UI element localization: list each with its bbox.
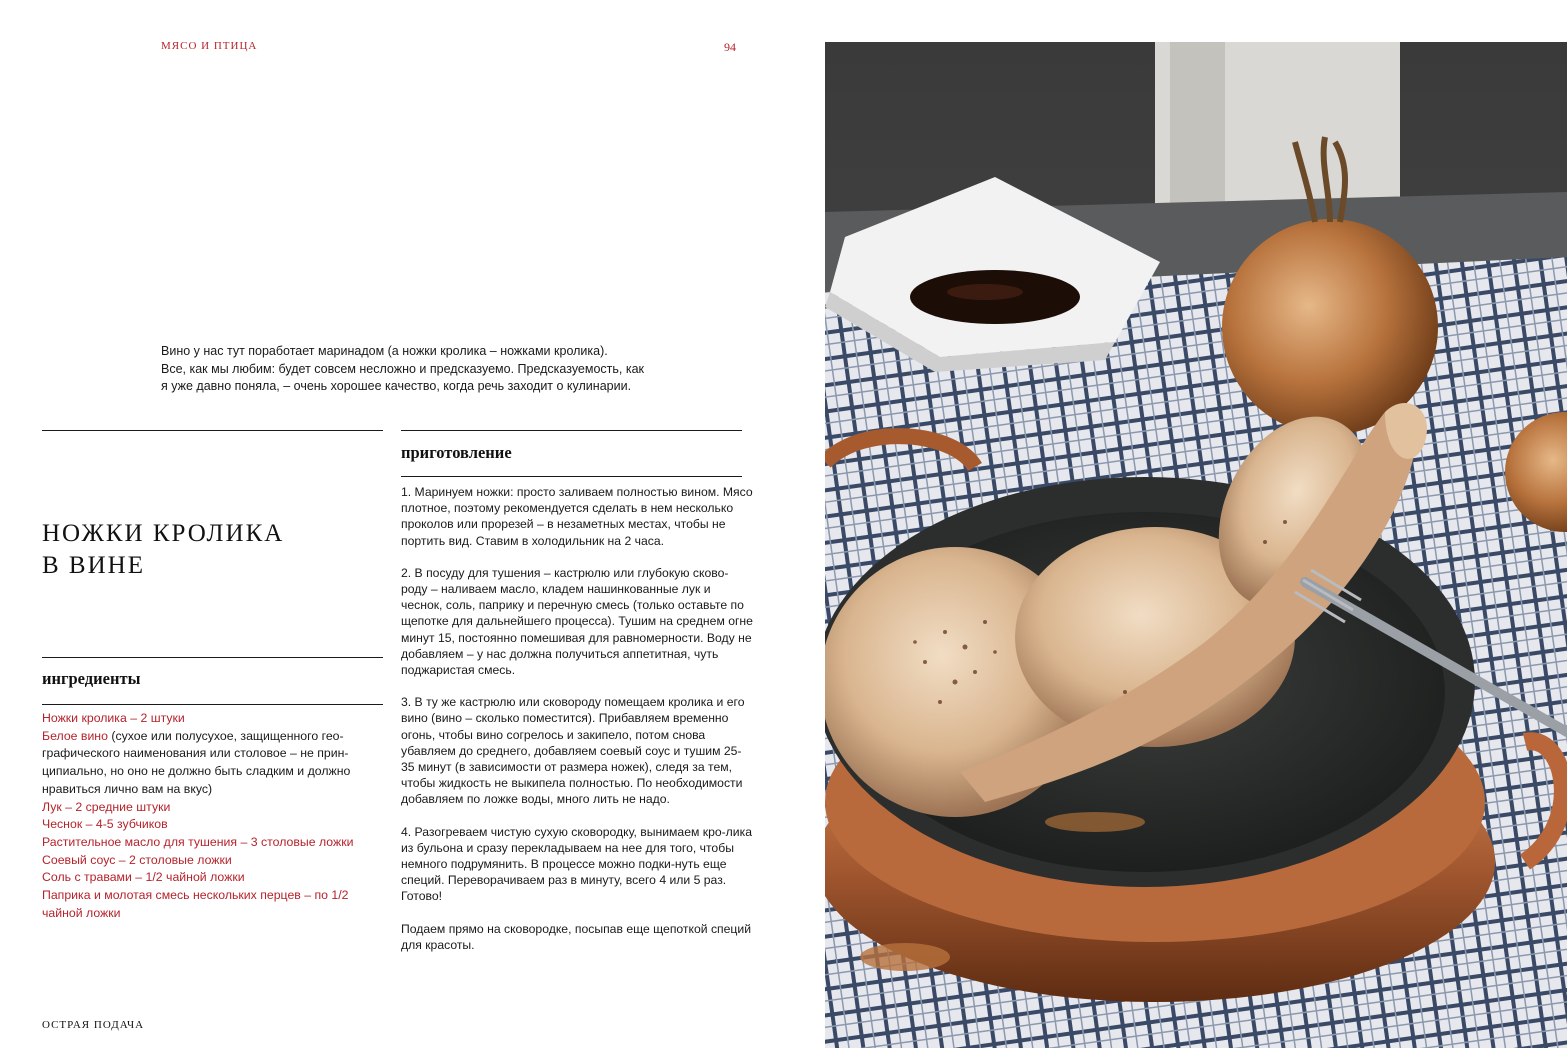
- recipe-title-line: НОЖКИ КРОЛИКА: [42, 520, 285, 547]
- preparation-steps: [401, 484, 753, 969]
- book-title-footer: ОСТРАЯ ПОДАЧА: [42, 1019, 145, 1031]
- ingredient-name: Белое вино: [42, 728, 108, 743]
- running-head-section: МЯСО И ПТИЦА: [161, 40, 258, 52]
- divider-rule: [42, 704, 383, 705]
- divider-rule: [401, 476, 742, 477]
- recipe-title: [42, 518, 284, 582]
- ingredient-name: Соль с травами – 1/2 чайной ложки: [42, 870, 245, 885]
- divider-rule: [42, 430, 383, 431]
- preparation-step: 4. Разогреваем чистую сухую сковородку, вынимаем кро-лика из бульона и сразу перекладываем на нее для того, чтобы немного подрумянить. В процессе можно подки-нуть еще специй. Переворачиваем раз в минуту, всего 4 или 5 раз. Готово!: [401, 824, 752, 904]
- ingredient-name: Растительное масло для тушения – 3 столовые ложки: [42, 834, 354, 849]
- ingredient-name: Лук – 2 средние штуки: [42, 799, 171, 814]
- page-number: 94: [724, 40, 736, 54]
- intro-line: я уже давно поняла, – очень хорошее качество, когда речь заходит о кулинарии.: [161, 379, 632, 393]
- ingredient-item: [42, 728, 387, 799]
- preparation-heading: приготовление: [401, 443, 512, 462]
- preparation-step: 3. В ту же кастрюлю или сковороду помещаем кролика и его вино (вино – сколько поместится). Прибавляем временно огонь, чтобы вино согрелось и закипело, потом снова убавляем до среднего, добавляем соевый соус и тушим 25-35 минут (в зависимости от размера ножек), следя за тем, чтобы жидкость не выкипела полностью. По необходимости добавляем по ложке воды, много лить не надо.: [401, 695, 745, 807]
- recipe-title-line: В ВИНЕ: [42, 552, 145, 579]
- intro-paragraph: [161, 343, 751, 396]
- ingredient-item: [42, 710, 387, 728]
- intro-line: Все, как мы любим: будет совсем несложно и предсказуемо. Предсказуемость, как: [161, 361, 645, 376]
- divider-rule: [42, 657, 383, 658]
- ingredient-note: (сухое или полусухое, защищенного гео-графического наименования или столовое – не прин-ципиально, но оно не должно быть сладким и должно нравиться лично вам на вкус): [42, 728, 351, 796]
- ingredient-name: Паприка и молотая смесь нескольких перцев – по 1/2 чайной ложки: [42, 888, 349, 920]
- ingredients-list: [42, 710, 387, 922]
- ingredient-name: Чеснок – 4-5 зубчиков: [42, 817, 168, 832]
- ingredient-item: [42, 816, 387, 834]
- preparation-step: 1. Маринуем ножки: просто заливаем полностью вином. Мясо плотное, поэтому рекомендуется сделать в нем несколько проколов или прорезей – в незаметных местах, чтобы не портить вид. Ставим в холодильник на 2 часа.: [401, 485, 753, 548]
- food-photo: [825, 42, 1567, 1048]
- preparation-step: 2. В посуду для тушения – кастрюлю или глубокую сково-роду – наливаем масло, кладем нашинкованные лук и чеснок, соль, паприку и перечную смесь (только оставьте по щепотке для дальнейшего процесса). Тушим на среднем огне минут 15, постоянно помешивая для равномерности. Воду не добавляем – у нас должна получиться аппетитная, чуть поджаристая смесь.: [401, 565, 753, 678]
- ingredient-item: [42, 887, 387, 922]
- ingredient-item: [42, 852, 387, 870]
- intro-line: Вино у нас тут поработает маринадом (а ножки кролика – ножками кролика).: [161, 344, 608, 358]
- ingredient-name: Соевый соус – 2 столовые ложки: [42, 852, 232, 867]
- preparation-step: Подаем прямо на сковородке, посыпав еще щепоткой специй для красоты.: [401, 921, 752, 952]
- ingredients-heading: ингредиенты: [42, 669, 141, 688]
- ingredient-item: [42, 869, 387, 887]
- ingredient-name: Ножки кролика – 2 штуки: [42, 711, 185, 725]
- ingredient-item: [42, 799, 387, 817]
- divider-rule: [401, 430, 742, 431]
- rabbit-dish-photo: [825, 42, 1567, 1048]
- ingredient-item: [42, 834, 387, 852]
